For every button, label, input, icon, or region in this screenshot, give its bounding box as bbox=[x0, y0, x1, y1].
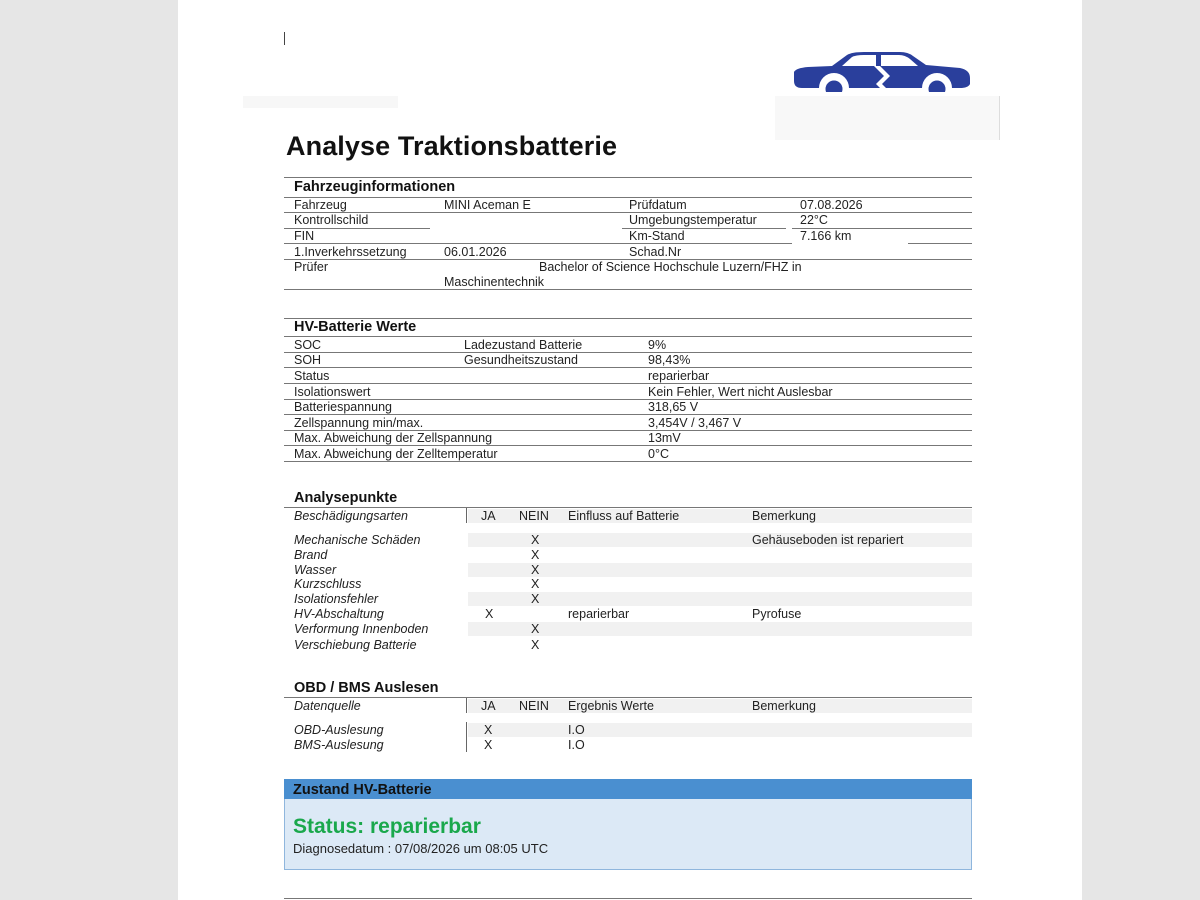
obd-row-ja: X bbox=[484, 738, 493, 752]
analysis-row-nein: X bbox=[531, 577, 540, 591]
battery-heading: HV-Batterie Werte bbox=[294, 319, 417, 335]
divider bbox=[908, 243, 972, 244]
column-divider bbox=[466, 508, 467, 523]
battery-row-label: Zellspannung min/max. bbox=[294, 416, 424, 430]
logo-area bbox=[775, 96, 1000, 140]
row-band bbox=[468, 563, 972, 577]
inverkehr-label: 1.Inverkehrssetzung bbox=[294, 245, 407, 259]
battery-row-desc: Ladezustand Batterie bbox=[464, 338, 583, 352]
pruefdatum-value: 07.08.2026 bbox=[800, 198, 863, 212]
battery-row-value: 0°C bbox=[648, 447, 669, 461]
umgebung-label: Umgebungstemperatur bbox=[629, 213, 757, 227]
analysis-row-name: Isolationsfehler bbox=[294, 592, 379, 606]
obd-col-ja: JA bbox=[481, 699, 496, 713]
battery-row-label: Max. Abweichung der Zellspannung bbox=[294, 431, 493, 445]
analysis-row-nein: X bbox=[531, 548, 540, 562]
divider bbox=[284, 243, 792, 244]
obd-row-ja: X bbox=[484, 723, 493, 737]
obd-row-name: BMS-Auslesung bbox=[294, 738, 384, 752]
status-panel-header bbox=[284, 779, 972, 799]
status-panel bbox=[284, 799, 972, 870]
document-title: Analyse Traktionsbatterie bbox=[286, 131, 618, 161]
battery-row-value: 318,65 V bbox=[648, 400, 699, 414]
obd-col-nein: NEIN bbox=[519, 699, 549, 713]
analysis-col-bemerkung: Bemerkung bbox=[752, 509, 816, 523]
battery-row-label: SOC bbox=[294, 338, 322, 352]
row-band bbox=[468, 723, 972, 737]
analysis-row-nein: X bbox=[531, 622, 540, 636]
divider bbox=[284, 212, 972, 213]
analysis-col-einfluss: Einfluss auf Batterie bbox=[568, 509, 680, 523]
faded-header-text bbox=[243, 96, 398, 108]
battery-row-label: Batteriespannung bbox=[294, 400, 392, 414]
km-label: Km-Stand bbox=[629, 229, 685, 243]
column-divider bbox=[466, 722, 467, 752]
text-cursor bbox=[284, 32, 285, 45]
document-page bbox=[178, 0, 1082, 900]
inverkehr-value: 06.01.2026 bbox=[444, 245, 507, 259]
analysis-row-nein: X bbox=[531, 533, 540, 547]
pruefer-label: Prüfer bbox=[294, 260, 329, 274]
car-logo-icon bbox=[792, 48, 974, 92]
analysis-col-nein: NEIN bbox=[519, 509, 549, 523]
fin-label: FIN bbox=[294, 229, 315, 243]
obd-col-ergebnis: Ergebnis Werte bbox=[568, 699, 654, 713]
row-band bbox=[468, 622, 972, 636]
column-divider bbox=[466, 698, 467, 713]
vehicle-heading: Fahrzeuginformationen bbox=[294, 179, 456, 195]
analysis-row-ja: X bbox=[485, 607, 494, 621]
divider bbox=[284, 177, 972, 178]
divider bbox=[284, 507, 972, 508]
fahrzeug-value: MINI Aceman E bbox=[444, 198, 531, 212]
analysis-row-nein: X bbox=[531, 563, 540, 577]
analysis-row-einfluss: reparierbar bbox=[568, 607, 630, 621]
obd-row-ergebnis: I.O bbox=[568, 738, 585, 752]
divider bbox=[284, 367, 972, 368]
divider bbox=[284, 352, 972, 353]
divider bbox=[284, 461, 972, 462]
diagnosis-date: Diagnosedatum : 07/08/2026 um 08:05 UTC bbox=[293, 841, 549, 856]
fahrzeug-label: Fahrzeug bbox=[294, 198, 347, 212]
analysis-row-name: Wasser bbox=[294, 563, 337, 577]
analysis-row-name: Verformung Innenboden bbox=[294, 622, 429, 636]
umgebung-value: 22°C bbox=[800, 213, 828, 227]
battery-row-value: Kein Fehler, Wert nicht Auslesbar bbox=[648, 385, 833, 399]
analysis-row-nein: X bbox=[531, 638, 540, 652]
battery-row-label: Isolationswert bbox=[294, 385, 371, 399]
pruefer-line2: Maschinentechnik bbox=[444, 275, 545, 289]
kontrollschild-label: Kontrollschild bbox=[294, 213, 369, 227]
battery-row-value: 13mV bbox=[648, 431, 681, 445]
analysis-row-name: Verschiebung Batterie bbox=[294, 638, 417, 652]
divider bbox=[284, 289, 972, 290]
battery-row-value: 9% bbox=[648, 338, 667, 352]
obd-col-type: Datenquelle bbox=[294, 699, 361, 713]
analysis-heading: Analysepunkte bbox=[294, 490, 398, 506]
row-band bbox=[468, 592, 972, 606]
divider bbox=[284, 898, 972, 899]
obd-row-ergebnis: I.O bbox=[568, 723, 585, 737]
divider bbox=[284, 383, 972, 384]
status-heading: Zustand HV-Batterie bbox=[293, 782, 432, 798]
battery-row-label: Status bbox=[294, 369, 330, 383]
battery-row-value: 3,454V / 3,467 V bbox=[648, 416, 742, 430]
pruefer-line1: Bachelor of Science Hochschule Luzern/FHZ in bbox=[539, 260, 802, 274]
analysis-row-name: Brand bbox=[294, 548, 328, 562]
obd-heading: OBD / BMS Auslesen bbox=[294, 680, 439, 696]
divider bbox=[284, 697, 972, 698]
divider bbox=[284, 197, 972, 198]
status-result: Status: reparierbar bbox=[293, 815, 481, 838]
divider bbox=[284, 414, 972, 415]
analysis-row-name: Mechanische Schäden bbox=[294, 533, 421, 547]
divider bbox=[284, 445, 972, 446]
obd-row-name: OBD-Auslesung bbox=[294, 723, 384, 737]
divider bbox=[284, 336, 972, 337]
schad-label: Schad.Nr bbox=[629, 245, 682, 259]
analysis-row-name: HV-Abschaltung bbox=[294, 607, 384, 621]
analysis-col-type: Beschädigungsarten bbox=[294, 509, 408, 523]
pruefdatum-label: Prüfdatum bbox=[629, 198, 687, 212]
analysis-row-bemerkung: Gehäuseboden ist repariert bbox=[752, 533, 904, 547]
analysis-row-bemerkung: Pyrofuse bbox=[752, 607, 802, 621]
analysis-row-nein: X bbox=[531, 592, 540, 606]
battery-row-value: 98,43% bbox=[648, 353, 691, 367]
battery-row-desc: Gesundheitszustand bbox=[464, 353, 578, 367]
battery-row-value: reparierbar bbox=[648, 369, 710, 383]
analysis-row-name: Kurzschluss bbox=[294, 577, 362, 591]
km-value: 7.166 km bbox=[800, 229, 852, 243]
analysis-col-ja: JA bbox=[481, 509, 496, 523]
battery-row-label: Max. Abweichung der Zelltemperatur bbox=[294, 447, 498, 461]
obd-col-bemerkung: Bemerkung bbox=[752, 699, 816, 713]
battery-row-label: SOH bbox=[294, 353, 322, 367]
